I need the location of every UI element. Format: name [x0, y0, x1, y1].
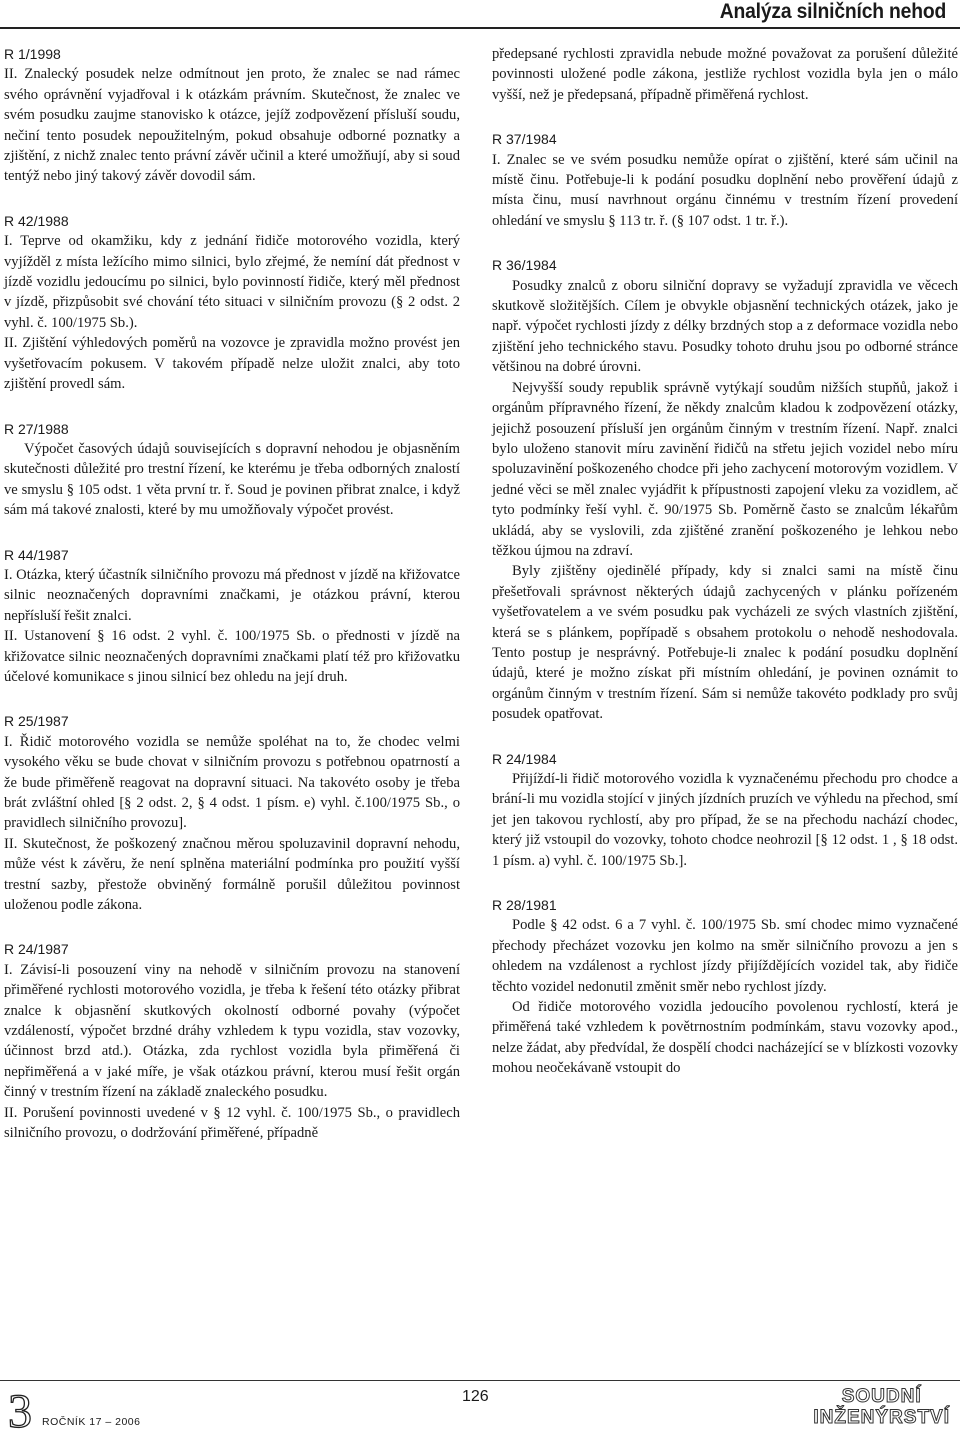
- ruling-paragraph: Výpočet časových údajů souvisejících s dopravní nehodou je objasněním skutečnosti důležité pro trestní řízení, ke kterému je třeba odborných znalostí ve smyslu § 105 odst. 1 věta první tr. ř. Soud je povinen přibrat znalce, i když sám má takové znalosti, které by mu umožňovaly výpočet provést.: [4, 440, 460, 519]
- right-column: [492, 44, 958, 1103]
- ruling-block: [4, 939, 460, 1143]
- ruling-block: [492, 255, 958, 724]
- ruling-paragraph: Od řidiče motorového vozidla jedoucího povolenou rychlostí, která je přiměřená také vzhledem k povětrnostním podmínkám, stavu vozovky apod., nelze žádat, aby předvídal, že dospělí chodci nacházející se v blízkosti vozovky mohou neočekávaně vstoupit do: [492, 999, 958, 1077]
- left-column: [4, 44, 460, 1168]
- ruling-paragraph: I. Znalec se ve svém posudku nemůže opírat o zjištění, které sám učinil na místě činu. Potřebuje-li k podání posudku doplnění nebo prověření údajů z místa činu, musí navrhnout orgánu činnému v trestním řízení provedení ohledání ve smyslu § 113 tr. ř. (§ 107 odst. 1 tr. ř.).: [492, 151, 958, 229]
- ruling-id: R 27/1988: [4, 420, 69, 437]
- page-footer: [0, 1380, 960, 1439]
- ruling-paragraph: II. Porušení povinnosti uvedené v § 12 vyhl. č. 100/1975 Sb., o pravidlech silničního provozu, o dodržování přiměřené, případně: [4, 1104, 460, 1142]
- ruling-paragraph: Nejvyšší soudy republik správně vytýkají soudům nižších stupňů, jakož i orgánům přípravného řízení, že někdy znalcům kladou k zodpovězení otázky, jejichž posouzení přísluší jen orgánům činným v trestním řízení. Např. znalci bylo uloženo stanovit míru zavinění řidičů na střetu jejich vozidel nebo míru spoluzavinění poškozeného chodce při jeho zachycení motorovým vozidlem. V jedné věci se měl znalec vyjádřit k přípustnosti zapojení vleku za vozidlem, ač tyto podmínky řeší vyhl. č. 90/1975 Sb. Poměrně často se znalcům lékařům ukládá, aby se vyslovili, zda zjištěné zranění poškozeného je lehkou nebo těžkou újmou na zdraví.: [492, 379, 958, 559]
- ruling-paragraph: II. Ustanovení § 16 odst. 2 vyhl. č. 100/1975 Sb. o přednosti v jízdě na křižovatce silnic neoznačených dopravními značkami platí též pro křižovatku účelové komunikace s jinou silnicí bez ohledu na její druh.: [4, 628, 460, 685]
- ruling-block: [492, 44, 958, 105]
- footer-rule: [0, 1380, 960, 1381]
- journal-logo: 3: [8, 1385, 32, 1438]
- ruling-id: R 37/1984: [492, 131, 557, 148]
- ruling-block: [4, 545, 460, 688]
- ruling-paragraph: Posudky znalců z oboru silniční dopravy se vyžadují zpravidla ve věcech skutkově složitějších. Cílem je obvykle objasnění technických otázek, jako je např. výpočet rychlosti jízdy z délky brzdných stop a z deformace vozidla nebo zjištění jeho technického stavu. Posudky tohoto druhu jsou po odborné stránce většinou na dobré úrovni.: [492, 277, 958, 376]
- page-header: [0, 0, 960, 30]
- ruling-paragraph: I. Otázka, který účastník silničního provozu má přednost v jízdě na křižovatce silnic neoznačených dopravními značkami, je otázkou právní, kterou nepřísluší řešit znalci.: [4, 566, 460, 624]
- ruling-block: [492, 129, 958, 231]
- ruling-block: [4, 211, 460, 395]
- header-rule: [0, 27, 960, 29]
- ruling-paragraph: předepsané rychlosti zpravidla nebude možné považovat za porušení důležité povinnosti uložené podle zákona, jestliže rychlost vozidla byla jen o málo vyšší, než je předepsaná, případně přiměřená rychlost.: [492, 46, 958, 103]
- ruling-block: [492, 749, 958, 871]
- ruling-id: R 36/1984: [492, 257, 557, 274]
- ruling-paragraph: Přijíždí-li řidič motorového vozidla k vyznačenému přechodu pro chodce a brání-li mu vozidla stojící v jiných jízdních pruzích ve výhledu na přechod, smí jet jen takovou rychlostí, aby pro případ, že se na přechodu nachází chodec, který již vstoupil do vozovky, tohoto chodce neohrozil [§ 12 odst. 1 , § 18 odst. 1 písm. a) vyhl. č. 100/1975 Sb.].: [492, 771, 958, 869]
- ruling-paragraph: Byly zjištěny ojedinělé případy, kdy si znalci sami na místě činu přešetřovali správnost některých údajů zachycených v plánku pořízeném vyšetřovatelem a ve svém posudku pak vycházeli ze svých vlastních zjištění, která se s plánkem, popřípadě s obsahem protokolu o nehodě neshodovala. Tento postup je nesprávný. Potřebuje-li znalec k podání posudku doplnění údajů, které je možno získat při místním ohledání, je povinen oznámit to orgánům činným v trestním řízení. Sám si nemůže takovéto podklady pro svůj posudek opatřovat.: [492, 563, 958, 723]
- ruling-block: [4, 711, 460, 915]
- ruling-paragraph: II. Znalecký posudek nelze odmítnout jen proto, že znalec se nad rámec svého oprávnění vyjadřoval i k otázkám právním. Skutečnost, že znalec ve svém posudku zaujme stanovisko k otázce, jejíž zodpovězení přísluší soudu, nečiní tento posudek nepoužitelným, pokud obsahuje odborné poznatky a zjištění, z nichž znalec tento právní závěr učinil a které umožňují, aby si soud tentýž nebo jiný takový závěr dovodil sám.: [4, 66, 460, 185]
- header-title: Analýza silničních nehod: [719, 0, 946, 23]
- ruling-id: R 28/1981: [492, 897, 557, 914]
- ruling-id: R 42/1988: [4, 212, 69, 229]
- issue-label: ROČNÍK 17 – 2006: [42, 1416, 141, 1428]
- ruling-id: R 24/1987: [4, 941, 69, 958]
- brand-line-2: INŽENÝRSTVÍ: [813, 1407, 950, 1428]
- ruling-paragraph: II. Zjištění výhledových poměrů na vozovce je zpravidla možno provést jen vyšetřovacím pokusem. V takovém případě nelze uložit znalci, aby toto zjištění provedl sám.: [4, 335, 460, 393]
- page-number: 126: [462, 1388, 489, 1405]
- ruling-block: [492, 895, 958, 1079]
- ruling-id: R 44/1987: [4, 546, 69, 563]
- ruling-block: [4, 44, 460, 187]
- ruling-paragraph: I. Závisí-li posouzení viny na nehodě v silničním provozu na stanovení přiměřené rychlosti motorového vozidla, je třeba k řešení této otázky přibrat znalce k objasnění skutkových okolností odborné povahy (výpočet vzdáleností, výpočet brzdné dráhy vzhledem k typu vozidla, stav vozovky, účinnost brzd atd.). Otázka, zda rychlost vozidla byla přiměřená či nepřiměřená a v jaké míře, je však otázkou právní, kterou musí řešit orgán činný v trestním řízení na základě znaleckého posudku.: [4, 961, 460, 1101]
- ruling-id: R 25/1987: [4, 713, 69, 730]
- brand-line-1: SOUDNÍ: [841, 1386, 922, 1407]
- ruling-paragraph: Podle § 42 odst. 6 a 7 vyhl. č. 100/1975 Sb. smí chodec mimo vyznačené přechody přecházet vozovku jen kolmo na směr silničního provozu a jen s ohledem na vzdálenost a rychlost jízdy přijíždějících vozidel tak, aby řidiče těchto vozidel nedonutil změnit směr nebo rychlost jízdy.: [492, 917, 958, 995]
- ruling-paragraph: I. Řidič motorového vozidla se nemůže spoléhat na to, že chodec velmi vysokého věku se bude chovat v silničním provozu s potřebnou opatrností a že bude přiměřeně reagovat na dopravní situaci. Na takovéto osoby je třeba brát zvláštní ohled [§ 2 odst. 2, § 4 odst. 1 písm. e) vyhl. č.100/1975 Sb., o pravidlech silničního provozu].: [4, 733, 460, 832]
- ruling-id: R 1/1998: [4, 46, 61, 62]
- ruling-block: [4, 419, 460, 521]
- journal-brand: [813, 1386, 950, 1428]
- ruling-paragraph: I. Teprve od okamžiku, kdy z jednání řidiče motorového vozidla, který vyjížděl z místa ležícího mimo silnici, bylo zřejmé, že nemíní dát přednost v jízdě vozidlu jedoucímu po silnici, bylo povinností řidiče, který měl přednost v jízdě, přizpůsobit své chování této situaci v silničním provozu (§ 2 odst. 2 vyhl. č. 100/1975 Sb.).: [4, 233, 460, 331]
- ruling-id: R 24/1984: [492, 750, 557, 767]
- ruling-paragraph: II. Skutečnost, že poškozený značnou měrou spoluzavinil dopravní nehodu, může vést k závěru, že není splněna materiální podmínka pro použití vyšší trestní sazby, přestože obviněný formálně porušil důležitou povinnost uloženou podle zákona.: [4, 835, 460, 914]
